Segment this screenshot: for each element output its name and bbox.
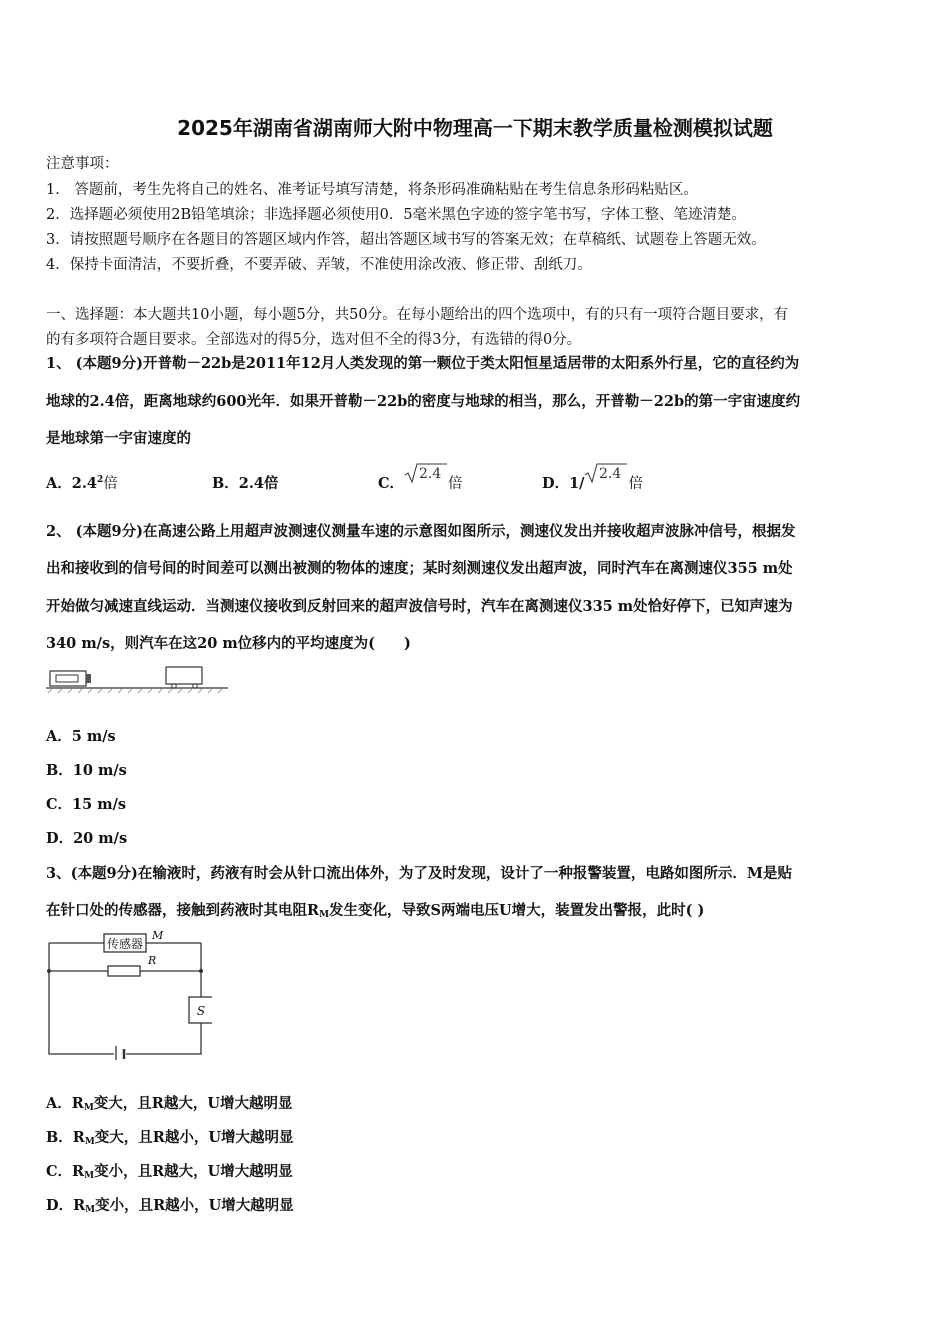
q3-option-text: 变小，且R越小，U增大越明显 <box>95 1197 294 1214</box>
section-intro-line2: 的有多项符合题目要求。全部选对的得5分，选对但不全的得3分，有选错的得0分。 <box>46 332 582 348</box>
notice-item-2: 2．选择题必须使用2B铅笔填涂；非选择题必须使用0．5毫米黑色字迹的签字笔书写，字体工整、笔迹清楚。 <box>46 207 747 223</box>
q3-option-text: 变大，且R越小，U增大越明显 <box>94 1129 294 1146</box>
q3-line2-pre: 在针口处的传感器，接触到药液时其电阻R <box>46 902 320 919</box>
q1-option-c <box>378 462 463 493</box>
q1-option-c-label: C． <box>378 475 405 492</box>
q3-option-b <box>46 1126 294 1147</box>
q1-option-c-unit: 倍 <box>448 476 463 492</box>
q3-option-r: R <box>72 1163 85 1180</box>
resistor-r <box>108 966 140 976</box>
q2-line1: 2、 (本题9分)在高速公路上用超声波测速仪测量车速的示意图如图所示，测速仪发出并接收超声波脉冲信号，根据发 <box>46 523 796 540</box>
q2-option-a: A．5 m/s <box>46 728 116 745</box>
q2-option-d: D．20 m/s <box>46 830 128 847</box>
circuit-wires <box>49 943 201 1054</box>
q1-option-a <box>46 472 118 493</box>
q1-option-c-radicand: 2.4 <box>419 466 442 482</box>
notice-heading: 注意事项： <box>46 156 119 172</box>
speed-gun-emitter <box>86 674 91 683</box>
q3-option-sub: M <box>84 1137 95 1147</box>
q3-line2-sub: M <box>319 910 330 920</box>
q1-option-a-label: A． <box>46 475 72 492</box>
q3-option-sub: M <box>84 1171 95 1181</box>
q1-line1: 1、 (本题9分)开普勒－22b是2011年12月人类发现的第一颗位于类太阳恒星适居带的太阳系外行星，它的直径约为 <box>46 355 800 372</box>
q3-option-label: C． <box>46 1163 73 1180</box>
q1-option-b-text: B．2.4倍 <box>212 475 279 492</box>
q3-line2-post: 发生变化，导致S两端电压U增大，装置发出警报，此时( ) <box>329 902 705 919</box>
q3-line2 <box>46 899 704 920</box>
speed-gun-body <box>50 671 86 686</box>
q1-option-a-exp: 2 <box>97 475 104 485</box>
speed-gun-window <box>56 675 78 682</box>
junction-left <box>47 969 51 973</box>
q3-option-label: D． <box>46 1197 74 1214</box>
q2-option-b: B．10 m/s <box>46 762 127 779</box>
q3-option-label: B． <box>46 1129 73 1146</box>
notice-item-4: 4．保持卡面清洁，不要折叠，不要弄破、弄皱，不准使用涂改液、修正带、刮纸刀。 <box>46 257 592 273</box>
junction-right <box>199 969 203 973</box>
notice-item-1: 1． 答题前，考生先将自己的姓名、准考证号填写清楚，将条形码准确粘贴在考生信息条形码粘贴区。 <box>46 182 698 198</box>
sqrt-symbol <box>584 462 628 488</box>
sensor-label: 传感器 <box>106 937 144 951</box>
q1-option-a-unit: 倍 <box>103 476 118 492</box>
q3-option-text: 变小，且R越大，U增大越明显 <box>94 1163 293 1180</box>
sqrt-symbol <box>404 462 448 488</box>
q1-option-a-base: 2.4 <box>71 475 97 492</box>
q3-option-c <box>46 1160 293 1181</box>
q1-option-d <box>542 462 643 493</box>
section-intro-line1: 一、选择题：本大题共10小题，每小题5分，共50分。在每小题给出的四个选项中，有的只有一项符合题目要求，有 <box>46 307 789 323</box>
sensor-m-label: M <box>152 929 164 942</box>
q2-line4: 340 m/s，则汽车在这20 m位移内的平均速度为( ) <box>46 635 411 652</box>
q1-option-d-radicand: 2.4 <box>599 466 622 482</box>
speed-gun-car-figure <box>46 662 230 694</box>
q3-option-d <box>46 1194 294 1215</box>
q3-option-label: A． <box>46 1095 72 1112</box>
exam-title: 2025年湖南省湖南师大附中物理高一下期末教学质量检测模拟试题 <box>177 116 773 140</box>
q3-option-text: 变大，且R越大，U增大越明显 <box>93 1095 293 1112</box>
q3-option-r: R <box>72 1129 85 1146</box>
q3-option-sub: M <box>85 1205 96 1215</box>
q2-line3: 开始做匀减速直线运动．当测速仪接收到反射回来的超声波信号时，汽车在离测速仪335 m处恰好停下，已知声速为 <box>46 598 793 615</box>
alarm-s-label: S <box>196 1004 206 1018</box>
q3-line1: 3、(本题9分)在输液时，药液有时会从针口流出体外，为了及时发现，设计了一种报警装置，电路如图所示．M是贴 <box>46 865 792 882</box>
q3-option-a <box>46 1092 293 1113</box>
alarm-circuit-figure <box>44 928 212 1060</box>
resistor-r-label: R <box>148 954 157 967</box>
notice-item-3: 3．请按照题号顺序在各题目的答题区域内作答，超出答题区域书写的答案无效；在草稿纸、试题卷上答题无效。 <box>46 232 766 248</box>
q1-option-d-unit: 倍 <box>628 476 643 492</box>
q2-line2: 出和接收到的信号间的时间差可以测出被测的物体的速度；某时刻测速仪发出超声波，同时汽车在离测速仪355 m处 <box>46 560 793 577</box>
car-body <box>166 667 202 684</box>
q3-option-r: R <box>71 1095 84 1112</box>
q2-option-c: C．15 m/s <box>46 796 127 813</box>
q1-option-b <box>212 472 278 493</box>
q1-option-d-label: D．1/ <box>542 475 585 492</box>
q3-option-r: R <box>73 1197 86 1214</box>
q1-line2: 地球的2.4倍，距离地球约600光年．如果开普勒－22b的密度与地球的相当，那么，开普勒－22b的第一宇宙速度约 <box>46 393 801 410</box>
q3-option-sub: M <box>83 1103 94 1113</box>
q1-line3: 是地球第一宇宙速度的 <box>46 430 191 447</box>
ground-hatching <box>48 688 223 693</box>
